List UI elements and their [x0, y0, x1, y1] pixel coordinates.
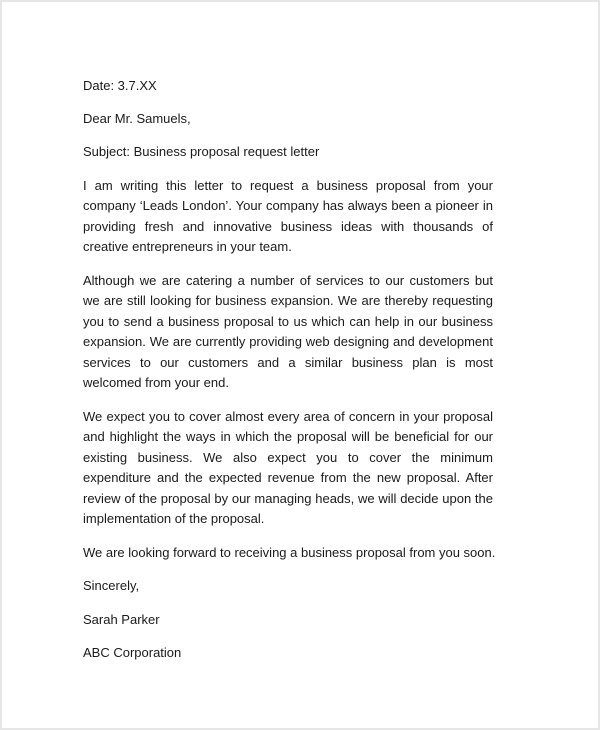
letter-closing: Sincerely,: [83, 578, 140, 593]
letter-salutation: Dear Mr. Samuels,: [83, 110, 191, 126]
letter-date: Date: 3.7.XX: [83, 78, 157, 93]
letter-paragraph-3: We expect you to cover almost every area of concern in your proposal and highlight the ways in which the proposal will be beneficial for our existing business. We also expect you to cover the minimum expenditure and the expected revenue from the new proposal. After review of the proposal by our managing heads, we will decide upon the implementation of the proposal.: [83, 408, 493, 526]
letter-subject: Subject: Business proposal request letter: [83, 144, 320, 159]
letter-paragraph-1: I am writing this letter to request a business proposal from your company ‘Leads London’. Your company has always been a pioneer in providing fresh and innovative business ideas with thousands of creative entrepreneurs in your team.: [83, 177, 493, 254]
signer-company: ABC Corporation: [83, 645, 182, 660]
letter-body: [83, 76, 496, 664]
signer-name: Sarah Parker: [83, 611, 160, 627]
letter-paragraph-4: We are looking forward to receiving a business proposal from you soon.: [83, 544, 496, 560]
letter-paragraph-2: Although we are catering a number of services to our customers but we are still looking for business expansion. We are thereby requesting you to send a business proposal to us which can help in our business expansion. We are currently providing web designing and development services to our customers and a similar business plan is most welcomed from your end.: [83, 272, 493, 390]
